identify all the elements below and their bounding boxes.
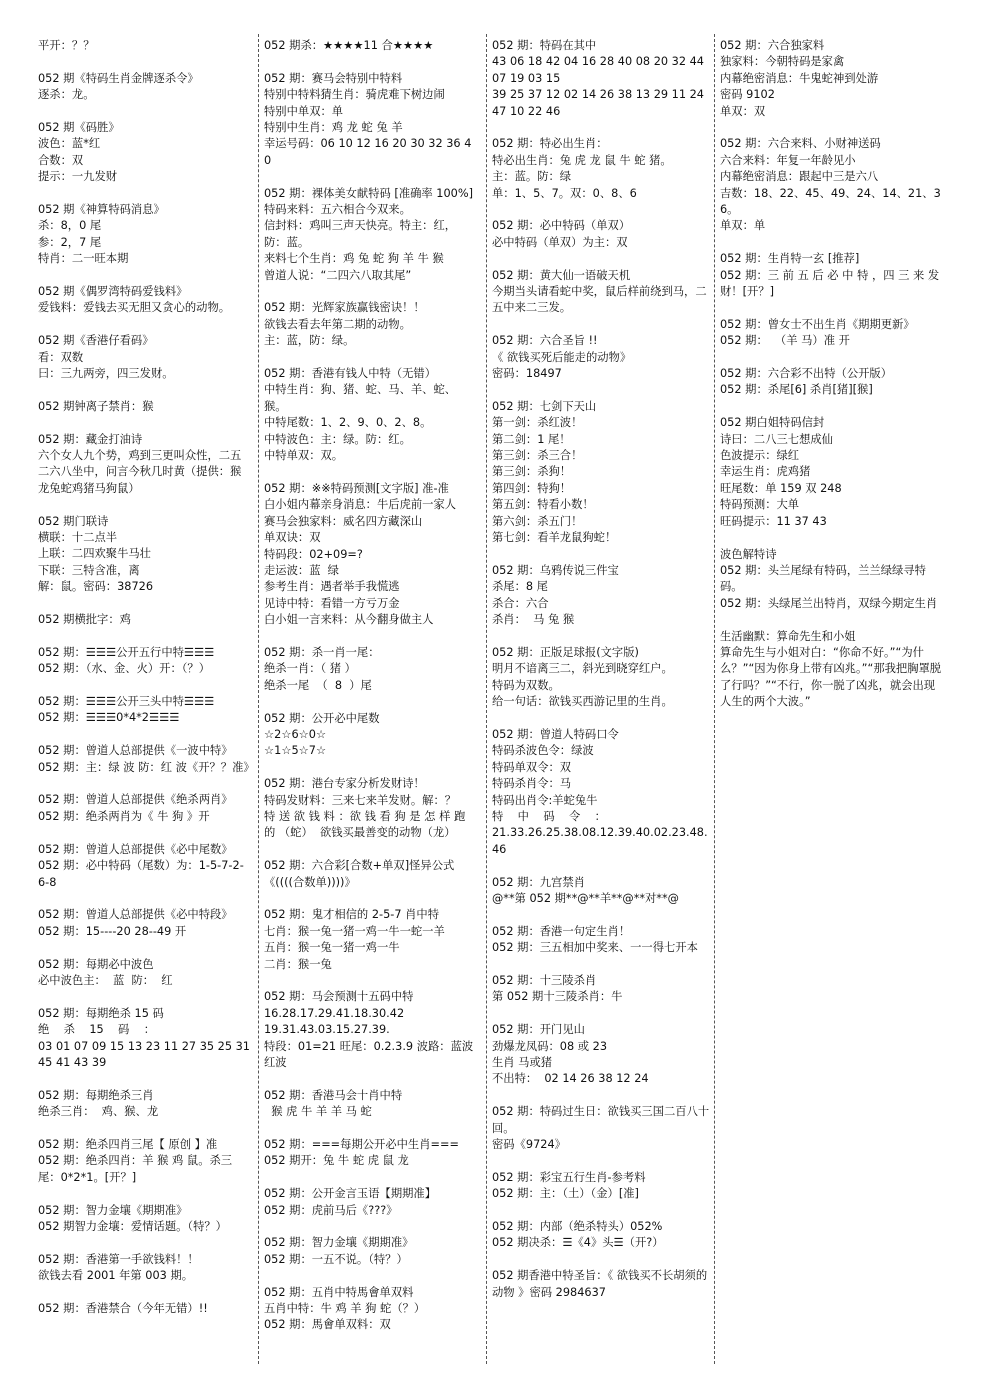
text-line: 旺码提示：11 37 43 <box>720 514 827 528</box>
text-line: 第一剑：杀红波！ <box>492 416 583 430</box>
text-line: 上联：二四欢聚牛马壮 <box>38 547 151 561</box>
text-line: 052 期：虎前马后《???》 <box>264 1203 398 1217</box>
text-line: 逐杀：龙。 <box>38 88 95 102</box>
text-line: 幸运生肖：虎鸡猪 <box>720 465 811 479</box>
text-line: 052 期：马会预测十五码中特 <box>264 990 414 1004</box>
text-line: 052 期：曾道人总部提供《绝杀两肖》 <box>38 793 233 807</box>
spacer <box>492 202 714 218</box>
text-line: 特别中特料猜生肖：骑虎难下树边闹 <box>264 88 445 102</box>
text-line: 052 期：乌鸦传说三件宝 <box>492 563 619 577</box>
text-line: 特码段：02+09=? <box>264 547 363 561</box>
spacer <box>492 251 714 267</box>
text-line: 052 期：☰☰☰公开三头中特☰☰☰ <box>38 695 215 709</box>
text-line: 欲钱去看 2001 年第 003 期。 <box>38 1269 194 1283</box>
text-line: 052 期《特码生肖金牌逐杀令》 <box>38 71 199 85</box>
text-line: 052 期：十三陵杀肖 <box>492 973 597 987</box>
text-line: ☆1☆5☆7☆ <box>264 744 327 758</box>
text-line: 绝杀一尾 （ 8 ）尾 <box>264 678 372 692</box>
text-line: 052 期：特码过生日：欲钱买三国二百八十回。 <box>492 1105 710 1135</box>
spacer <box>492 711 714 727</box>
text-line: 二肖：猴一兔 <box>264 957 332 971</box>
spacer <box>720 300 944 316</box>
text-line: 绝 杀 15 码 ： <box>38 1023 156 1037</box>
spacer <box>264 694 476 710</box>
text-line: 052 期： （羊 马）准 开 <box>720 334 850 348</box>
spacer <box>720 350 944 366</box>
text-line: 杀尾：8 尾 <box>492 580 548 594</box>
spacer <box>264 465 476 481</box>
text-line: 052 期：黄大仙一语破天机 <box>492 268 631 282</box>
spacer <box>264 973 476 989</box>
spacer <box>720 530 944 546</box>
text-line: 特别中生肖：鸡 龙 蛇 兔 羊 <box>264 121 403 135</box>
text-line: 特码杀波色令：绿波 <box>492 744 594 758</box>
text-line: 052 期：一五不说。（特？） <box>264 1252 408 1266</box>
text-line: 052 期：香港马会十肖中特 <box>264 1088 403 1102</box>
text-line: 052 期门联诗 <box>38 514 109 528</box>
text-line: 第二剑：1 尾！ <box>492 432 571 446</box>
text-line: 生肖 马或猪 <box>492 1056 553 1069</box>
text-line: 不出特： 02 14 26 38 12 24 <box>492 1072 649 1086</box>
text-line: 今期当头请看蛇中奖，鼠后样前绕到马，二五中来二三发。 <box>492 285 707 315</box>
spacer <box>264 54 476 70</box>
spacer <box>38 678 250 694</box>
spacer <box>38 1186 250 1202</box>
text-column-3 <box>492 38 714 1301</box>
spacer <box>492 858 714 874</box>
text-line: 单：1、5、7。双：0、8、6 <box>492 186 637 200</box>
text-line: 密码：18497 <box>492 367 562 381</box>
text-line: 第四剑：特狗！ <box>492 481 572 495</box>
text-line: 052 期白姐特码信封 <box>720 416 825 430</box>
text-line: 生活幽默：算命先生和小姐 <box>720 629 856 643</box>
text-line: 内幕绝密消息：跟起中三是六八 <box>720 170 879 184</box>
spacer <box>492 317 714 333</box>
text-line: 参考生肖：遇者举手我慌逃 <box>264 580 400 594</box>
text-line: 052 期：※※特码预测[文字版] 准-准 <box>264 481 449 495</box>
text-line: 052 期：公开必中尾数 <box>264 711 380 725</box>
text-line: 猴 虎 牛 羊 羊 马 蛇 <box>264 1105 372 1119</box>
text-line: 第七剑：看羊龙鼠狗蛇！ <box>492 531 617 545</box>
text-line: 052 期：香港第一手欲钱料！！ <box>38 1252 199 1266</box>
spacer <box>492 120 714 136</box>
spacer <box>38 382 250 398</box>
text-line: 052 期智力金壤：爱情话题。（特？） <box>38 1219 227 1233</box>
spacer <box>38 1235 250 1251</box>
text-line: 单双：双 <box>720 104 766 118</box>
spacer <box>264 842 476 858</box>
spacer <box>720 235 944 251</box>
spacer <box>38 776 250 792</box>
text-line: 052 期：☰☰☰公开五行中特☰☰☰ <box>38 645 215 659</box>
text-line: 中特尾数：1、2、9、0、2、8。 <box>264 416 432 430</box>
text-line: 主：蓝，防：绿。 <box>264 334 355 348</box>
text-line: 中特波色：主：绿。防：红。 <box>264 432 411 446</box>
text-line: 杀肖： 马 兔 猴 <box>492 613 575 627</box>
text-line: 39 25 37 12 02 14 26 38 13 29 11 24 47 10 22 46 <box>492 88 708 118</box>
text-line: 赛马会独家料：威名四方藏深山 <box>264 514 423 528</box>
text-line: 特码为双数。 <box>492 678 560 692</box>
text-line: 052 期香港中特圣旨：《 欲钱买不长胡须的动物 》密码 2984637 <box>492 1269 708 1299</box>
text-line: 绝杀三肖： 鸡、猴、龙 <box>38 1105 159 1119</box>
text-line: 下联：三特含准，离 <box>38 563 140 577</box>
text-line: 16.28.17.29.41.18.30.42 <box>264 1006 405 1020</box>
text-line: 052 期：智力金壤《期期准》 <box>264 1236 414 1250</box>
text-line: 给一句话：欲钱买西游记里的生肖。 <box>492 695 673 709</box>
text-line: 平开：？？ <box>38 39 95 52</box>
text-line: 旺尾数：单 159 双 248 <box>720 481 842 495</box>
text-line: 走运波：蓝 绿 <box>264 563 339 577</box>
text-line: 解：鼠。密码：38726 <box>38 580 154 594</box>
text-line: 幸运号码：06 10 12 16 20 30 32 36 40 <box>264 137 472 167</box>
text-line: 劲爆龙凤码：08 或 23 <box>492 1039 608 1053</box>
spacer <box>264 1071 476 1087</box>
spacer <box>492 1088 714 1104</box>
spacer <box>264 891 476 907</box>
text-line: 白小姐内幕亲身消息：牛后虎前一家人 <box>264 498 457 512</box>
text-line: 必中特码（单双）为主：双 <box>492 235 628 249</box>
text-line: 052 期：开门见山 <box>492 1023 585 1037</box>
text-line: 052 期：香港有钱人中特（无错） <box>264 367 437 381</box>
text-line: 052 期：裸体美女献特码 [准确率 100%] <box>264 186 474 200</box>
text-line: 052 期：曾道人特码口令 <box>492 727 619 741</box>
text-line: 第三剑：杀三合！ <box>492 449 583 463</box>
text-line: 见诗中特：看错一方亏万金 <box>264 596 400 610</box>
text-line: 色波提示：绿红 <box>720 449 800 463</box>
text-line: 《((((合数单))))》 <box>264 875 356 889</box>
text-line: 特肖：二一旺本期 <box>38 252 129 266</box>
spacer <box>264 629 476 645</box>
spacer <box>492 907 714 923</box>
text-line: 信封料：鸡叫三声天快亮。特主：红，防：蓝。 <box>264 219 457 249</box>
spacer <box>720 399 944 415</box>
text-line: 六个女人九个势，鸡到三更叫众性，二五二六八坐中，问言今秋几时黄（提供：猴龙兔蛇鸡猪马狗鼠） <box>38 449 242 495</box>
text-line: 052 期：曾道人总部提供《必中尾数》 <box>38 842 233 856</box>
text-line: 杀：8，0 尾 <box>38 219 102 233</box>
text-line: 独家料：今朝特码是家禽 <box>720 55 845 69</box>
text-line: 052 期：六合彩[合数+单双]怪异公式 <box>264 859 455 873</box>
text-line: 052 期：彩宝五行生肖-参考料 <box>492 1170 646 1184</box>
text-line: 052 期：九宫禁肖 <box>492 875 585 889</box>
text-line: 波色：蓝*红 <box>38 137 101 151</box>
spacer <box>38 1285 250 1301</box>
text-line: 特码预测：大单 <box>720 498 800 512</box>
text-line: 052 期：特必出生肖： <box>492 137 608 151</box>
text-line: @**第 052 期**@**羊**@**对**@ <box>492 891 679 905</box>
spacer <box>38 54 250 70</box>
text-line: 052 期：港台专家分析发财诗！ <box>264 777 425 791</box>
text-line: 052 期：智力金壤《期期准》 <box>38 1203 188 1217</box>
spacer <box>492 957 714 973</box>
spacer <box>38 891 250 907</box>
text-line: 052 期《神算特码消息》 <box>38 203 165 217</box>
text-line: 单双诀：双 <box>264 531 321 545</box>
text-line: 内幕绝密消息：牛鬼蛇神到处游 <box>720 71 879 85</box>
spacer <box>38 1071 250 1087</box>
text-line: 横联：十二点半 <box>38 531 118 545</box>
text-line: 曰：三九两旁，四三发财。 <box>38 367 174 381</box>
text-line: 052 期：（水、金、火）开：（？） <box>38 662 211 676</box>
text-line: 第三剑：杀狗！ <box>492 465 572 479</box>
text-line: 052 期：头绿尾兰出特肖，双绿今期定生肖 <box>720 596 938 610</box>
text-line: 第 052 期十三陵杀肖：牛 <box>492 990 623 1004</box>
text-line: 白小姐一言来料：从今翻身做主人 <box>264 613 434 627</box>
spacer <box>492 1203 714 1219</box>
spacer <box>38 317 250 333</box>
spacer <box>264 760 476 776</box>
text-line: 052 期：七剑下天山 <box>492 399 597 413</box>
text-line: 052 期：绝杀四肖三尾【 原创 】准 <box>38 1137 218 1151</box>
spacer <box>264 169 476 185</box>
text-column-2 <box>264 38 481 1334</box>
spacer <box>264 284 476 300</box>
spacer <box>38 497 250 513</box>
text-line: 052 期：正版足球报(文字版) <box>492 645 639 659</box>
text-line: 052 期：☰☰☰0*4*2☰☰☰ <box>38 711 180 725</box>
text-line: 052 期：内部（绝杀特头）052% <box>492 1220 663 1234</box>
text-line: 中特生肖：狗、猪、蛇、马、羊、蛇、猴。 <box>264 383 457 413</box>
spacer <box>492 382 714 398</box>
text-line: 参：2，7 尾 <box>38 235 102 249</box>
text-line: 052 期：三五相加中奖来、一一得七开本 <box>492 941 698 955</box>
spacer <box>38 989 250 1005</box>
text-line: 052 期：藏金打油诗 <box>38 432 143 446</box>
text-line: 中特单双：双。 <box>264 449 344 463</box>
column-divider <box>258 34 260 1364</box>
text-line: 052 期开：兔 牛 蛇 虎 鼠 龙 <box>264 1154 409 1168</box>
spacer <box>492 547 714 563</box>
text-line: 052 期横批字：鸡 <box>38 613 131 627</box>
text-line: 绝杀一肖：（ 猪 ） <box>264 662 356 676</box>
text-line: 特码单双令：双 <box>492 760 572 774</box>
text-line: 六合来料：年复一年龄见小 <box>720 153 856 167</box>
text-line: 052 期：15----20 28--49 开 <box>38 924 187 938</box>
text-line: 052 期：香港禁合（今年无错）!! <box>38 1301 208 1315</box>
text-line: 052 期：香港一句定生肖！ <box>492 924 631 938</box>
text-line: 必中波色主： 蓝 防： 红 <box>38 973 173 987</box>
text-line: 052 期：主：（土）（金）[准] <box>492 1187 639 1201</box>
spacer <box>38 268 250 284</box>
spacer <box>720 612 944 628</box>
spacer <box>38 415 250 431</box>
spacer <box>38 104 250 120</box>
text-line: 052 期：赛马会特别中特料 <box>264 71 403 85</box>
text-line: 052 期《码胜》 <box>38 121 120 134</box>
text-line: 特必出生肖：兔 虎 龙 鼠 牛 蛇 猪。 <box>492 153 672 167</box>
text-line: 密码 9102 <box>720 88 775 102</box>
spacer <box>492 1252 714 1268</box>
text-line: 052 期：每期绝杀 15 码 <box>38 1006 164 1020</box>
spacer <box>38 1121 250 1137</box>
text-line: 特码出肖令:羊蛇兔牛 <box>492 793 598 807</box>
text-line: 特码来料：五六相合今双来。 <box>264 203 411 217</box>
text-line: 《 欲钱买死后能走的动物》 <box>492 350 632 364</box>
text-line: 特码杀肖令：马 <box>492 777 572 791</box>
text-line: 五肖中特：牛 鸡 羊 狗 蛇（？） <box>264 1302 426 1316</box>
text-line: 杀合：六合 <box>492 596 549 610</box>
text-line: 052 期：每期必中波色 <box>38 957 154 971</box>
spacer <box>38 825 250 841</box>
text-line: 052 期：三 前 五 后 必 中 特 ，四 三 来 发财！[开？] <box>720 268 940 299</box>
text-line: 052 期：六合圣旨 !! <box>492 334 598 348</box>
spacer <box>264 1268 476 1284</box>
text-line: 052 期：六合彩不出特（公开版） <box>720 367 893 381</box>
spacer <box>264 1170 476 1186</box>
text-line: 052 期决杀：☰《4》头☰（开?） <box>492 1236 664 1250</box>
text-line: 七肖：猴一兔一猪一鸡一牛一蛇一羊 <box>264 924 445 938</box>
text-line: 052 期：鬼才相信的 2-5-7 肖中特 <box>264 908 440 922</box>
spacer <box>264 350 476 366</box>
text-line: 19.31.43.03.15.27.39. <box>264 1023 390 1037</box>
column-divider <box>486 34 488 1364</box>
text-line: 052 期：必中特码（单双） <box>492 219 631 233</box>
text-line: 43 06 18 42 04 16 28 40 08 20 32 44 07 19 03 15 <box>492 55 708 85</box>
text-line: 主：蓝。防：绿 <box>492 170 572 184</box>
text-line: 明月不谙离三二，斜光到晓穿红户。 <box>492 662 673 676</box>
text-line: 诗曰：二八三七想成仙 <box>720 432 833 446</box>
text-line: ☆2☆6☆0☆ <box>264 727 327 741</box>
text-line: 欲钱去看去年第二期的动物。 <box>264 317 411 331</box>
text-line: 吉数：18、22、45、49、24、14、21、36。 <box>720 186 941 217</box>
text-line: 21.33.26.25.38.08.12.39.40.02.23.48.46 <box>492 826 708 856</box>
spacer <box>492 1153 714 1169</box>
text-line: 第六剑：杀五门！ <box>492 514 583 528</box>
text-line: 052 期：主：绿 波 防：红 波《开？？准》 <box>38 760 255 774</box>
text-line: 密码《9724》 <box>492 1138 566 1152</box>
text-line: 052 期：杀一肖一尾： <box>264 645 380 659</box>
text-line: 052 期《偶罗湾特码爱钱料》 <box>38 285 188 299</box>
text-column-1 <box>38 38 255 1317</box>
text-line: 单双：单 <box>720 219 766 233</box>
text-line: 052 期钟离子禁肖：猴 <box>38 399 154 413</box>
text-line: 052 期：六合独家料 <box>720 39 825 52</box>
text-line: 052 期：绝杀两肖为《 牛 狗 》开 <box>38 809 210 823</box>
text-line: 看：双数 <box>38 350 84 364</box>
text-line: 来料七个生肖：鸡 兔 蛇 狗 羊 牛 猴 <box>264 252 444 266</box>
column-divider <box>714 34 716 1364</box>
text-line: 052 期：五肖中特馬會单双料 <box>264 1285 414 1299</box>
text-line: 052 期：公开金言玉语【期期准】 <box>264 1187 437 1201</box>
text-line: 五肖：猴一兔一猪一鸡一牛 <box>264 941 400 955</box>
spacer <box>492 1006 714 1022</box>
spacer <box>38 940 250 956</box>
text-line: 特码发财料：三来七来羊发财。解：？ <box>264 793 457 807</box>
text-line: 爱钱料：爱钱去买无胆又贪心的动物。 <box>38 301 231 315</box>
spacer <box>264 1219 476 1235</box>
text-line: 052 期：曾女士不出生肖《期期更新》 <box>720 317 915 331</box>
text-line: 算命先生与小姐对白：“你命不好。”“为什么？”“因为你身上带有凶兆。”“那我把胸罩脱了行吗？”“不行，你一脱了凶兆，就会出现人生的两个大波。” <box>720 645 942 709</box>
text-line: 052 期：曾道人总部提供《必中特段》 <box>38 908 233 922</box>
text-line: 052 期：杀尾[6] 杀肖[猪][猴] <box>720 383 873 397</box>
text-line: 特 中 码 令 ： <box>492 809 606 823</box>
text-line: 波色解特诗 <box>720 547 777 561</box>
text-line: 052 期：六合来料、小财神送码 <box>720 137 881 151</box>
text-line: 052 期：馬會单双料：双 <box>264 1318 391 1332</box>
spacer <box>264 1121 476 1137</box>
text-line: 052 期：特码在其中 <box>492 39 597 52</box>
text-line: 052 期：必中特码（尾数）为：1-5-7-2-6-8 <box>38 859 244 889</box>
text-line: 合数：双 <box>38 153 84 167</box>
text-line: 052 期：曾道人总部提供《一波中特》 <box>38 744 233 758</box>
text-line: 052 期《香港仔看码》 <box>38 334 154 348</box>
spacer <box>38 596 250 612</box>
spacer <box>492 629 714 645</box>
text-line: 052 期：绝杀四肖：羊 猴 鸡 鼠。杀三尾：0*2*1。[开？] <box>38 1154 233 1184</box>
text-column-4 <box>720 38 944 711</box>
text-line: 052 期：光辉家族赢钱密诀！！ <box>264 301 425 315</box>
text-line: 特别中单双：单 <box>264 104 344 118</box>
text-line: 特 送 欲 钱 料 ：欲 钱 看 狗 是 怎 样 跑 的 （蛇） 欲钱买最善变的动物（龙） <box>264 809 469 840</box>
text-line: 052 期：===每期公开必中生肖=== <box>264 1138 459 1152</box>
text-line: 曾道人说：“二四六八取其尾” <box>264 268 412 282</box>
text-line: 特段：01=21 旺尾：0.2.3.9 波路：蓝波 红波 <box>264 1039 481 1070</box>
text-line: 052 期：生肖特一玄 [推荐] <box>720 252 860 266</box>
text-line: 提示：一九发财 <box>38 170 118 184</box>
spacer <box>38 727 250 743</box>
text-line: 052 期：头兰尾绿有特码，兰兰绿绿寻特码。 <box>720 563 926 594</box>
text-line: 第五剑：特看小数！ <box>492 498 594 512</box>
spacer <box>720 120 944 136</box>
text-line: 03 01 07 09 15 13 23 11 27 35 25 31 45 41 43 39 <box>38 1039 254 1069</box>
spacer <box>38 186 250 202</box>
text-line: 052 期杀：★★★★11 合★★★★ <box>264 39 434 52</box>
text-line: 052 期：每期绝杀三肖 <box>38 1088 154 1102</box>
spacer <box>38 628 250 644</box>
